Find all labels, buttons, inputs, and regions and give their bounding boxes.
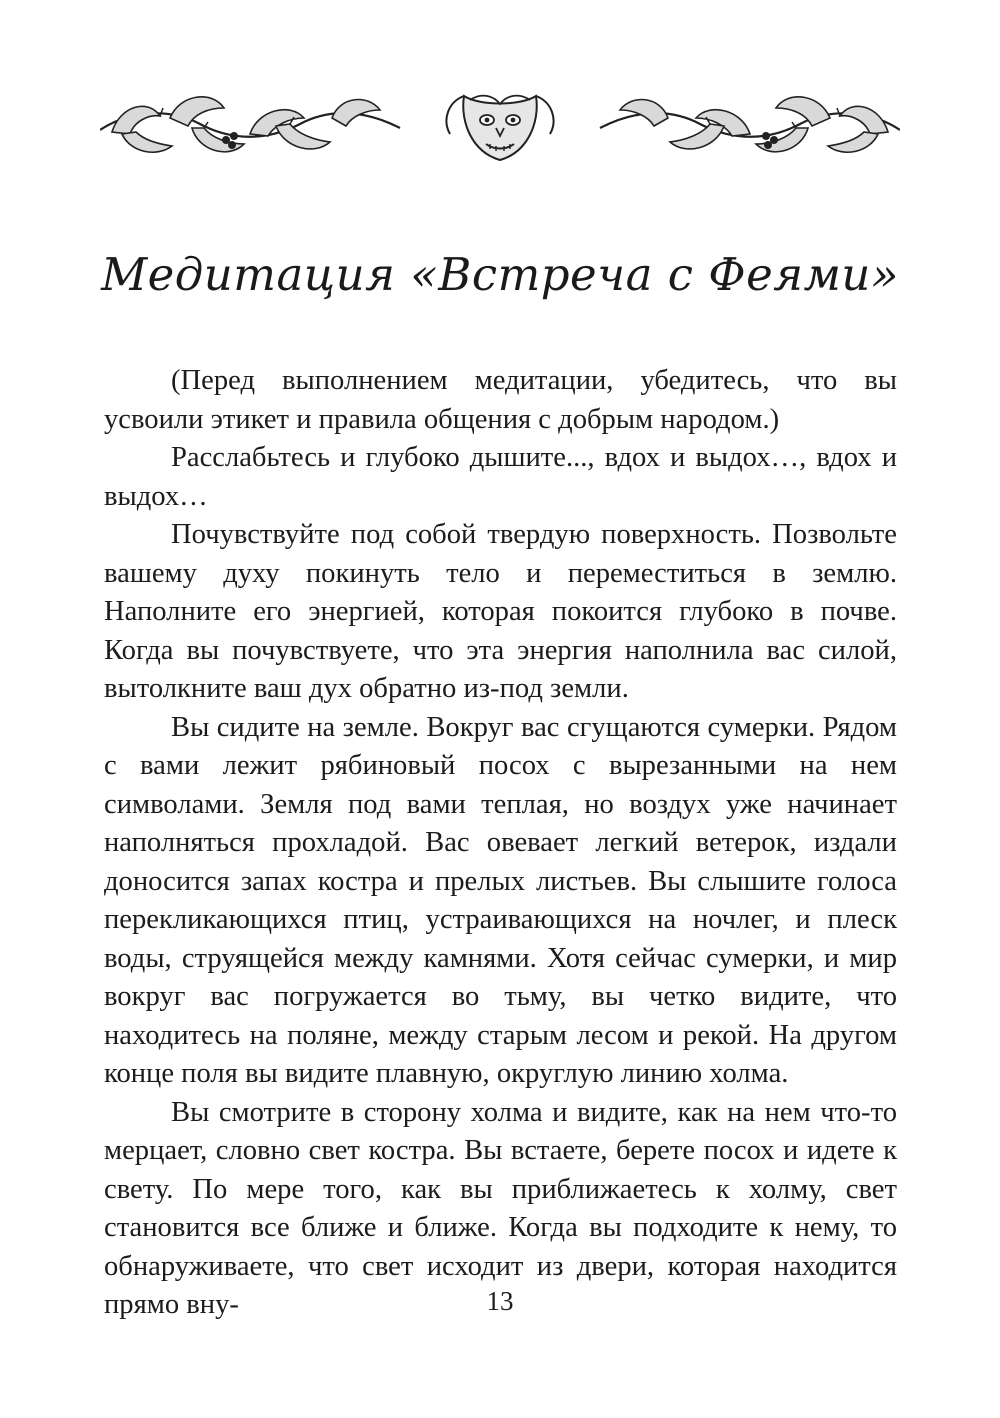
paragraph: Расслабьтесь и глубоко дышите..., вдох и выдох…, вдох и выдох…	[104, 442, 897, 512]
body-text	[104, 362, 897, 1325]
paragraph: Почувствуйте под собой твердую поверхность. Позвольте вашему духу покинуть тело и переместиться в землю. Наполните его энергией, которая покоится глубоко в почве. Когда вы почувствуете, что эта энергия наполнила вас силой, вытолкните ваш дух обратно из-под земли.	[104, 519, 897, 704]
page-number: 13	[486, 1286, 514, 1316]
floral-ornament-icon	[100, 88, 900, 166]
paragraph: Вы смотрите в сторону холма и видите, как на нем что-то мерцает, словно свет костра. Вы встаете, берете посох и идете к свету. По мере того, как вы приближаетесь к холму, свет становится все ближе и ближе. Когда вы подходите к нему, то обнаруживаете, что свет исходит из двери, которая находится прямо вну-	[104, 1096, 897, 1320]
paragraph: Вы сидите на земле. Вокруг вас сгущаются сумерки. Рядом с вами лежит рябиновый посох с вырезанными на нем символами. Земля под вами теплая, но воздух уже начинает наполняться прохладой. Вас овевает легкий ветерок, издали доносится запах костра и прелых листьев. Вы слышите голоса перекликающихся птиц, устраивающихся на ночлег, и плеск воды, струящейся между камнями. Хотя сейчас сумерки, и мир вокруг вас погружается во тьму, вы четко видите, что находитесь на поляне, между старым лесом и рекой. На другом конце поля вы видите плавную, округлую линию холма.	[104, 711, 897, 1089]
page-title: Медитация «Встреча с Феями»	[101, 248, 899, 301]
paragraph: (Перед выполнением медитации, убедитесь, что вы усвоили этикет и правила общения с добрым народом.)	[104, 365, 897, 435]
